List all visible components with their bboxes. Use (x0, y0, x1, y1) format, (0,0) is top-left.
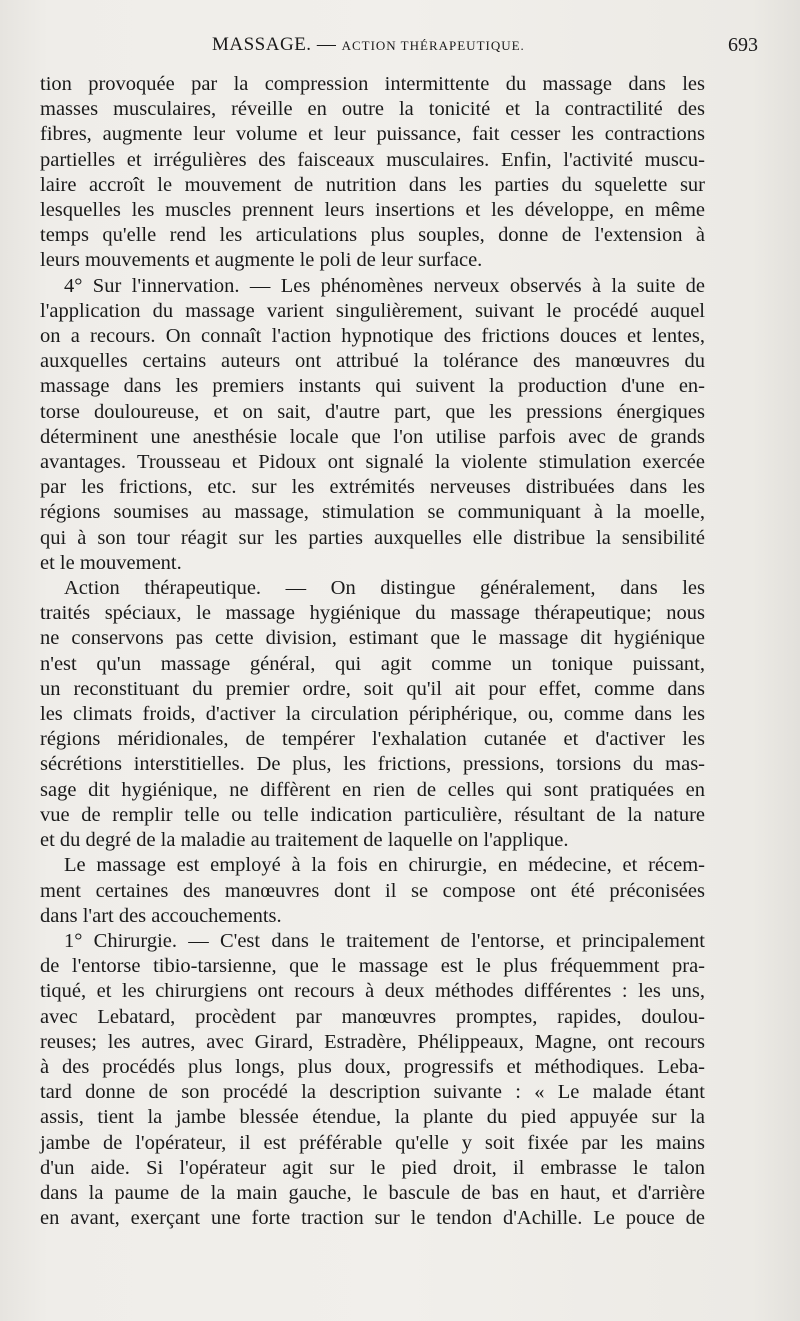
text-line: avantages. Trousseau et Pidoux ont signalé la violente stimulation exercée (40, 451, 705, 474)
text-line: vue de remplir telle ou telle indication particulière, résultant de la nature (40, 803, 705, 826)
text-line: ment certaines des manœuvres dont il se compose ont été préconisées (40, 879, 705, 902)
running-title: MASSAGE. — ACTION THÉRAPEUTIQUE. (212, 34, 525, 55)
text-line: leurs mouvements et augmente le poli de leur surface. (40, 249, 483, 272)
page-number: 693 (728, 34, 758, 56)
text-line: temps qu'elle rend les articulations plus souples, donne de l'extension à (40, 224, 705, 247)
text-line: Le massage est employé à la fois en chirurgie, en médecine, et récem- (64, 854, 705, 877)
text-line: ne conservons pas cette division, estimant que le massage dit hygiénique (40, 627, 705, 650)
body-text (40, 72, 705, 1231)
text-line: laire accroît le mouvement de nutrition dans les parties du squelette sur (40, 173, 705, 196)
text-line: tard donne de son procédé la description suivante : « Le malade étant (40, 1081, 705, 1104)
text-line: sécrétions interstitielles. De plus, les frictions, pressions, torsions du mas- (40, 753, 705, 776)
text-line: et le mouvement. (40, 551, 182, 574)
text-line: assis, tient la jambe blessée étendue, la plante du pied appuyée sur la (40, 1106, 705, 1129)
text-line: fibres, augmente leur volume et leur puissance, fait cesser les contractions (40, 123, 705, 146)
text-line: tiqué, et les chirurgiens ont recours à deux méthodes différentes : les uns, (40, 980, 705, 1003)
text-line: traités spéciaux, le massage hygiénique du massage thérapeutique; nous (40, 602, 705, 625)
text-line: en avant, exerçant une forte traction sur le tendon d'Achille. Le pouce de (40, 1207, 705, 1230)
text-line: tion provoquée par la compression intermittente du massage dans les (40, 73, 705, 95)
text-line: dans l'art des accouchements. (40, 904, 282, 927)
text-line: sage dit hygiénique, ne diffèrent en rien de celles qui sont pratiquées en (40, 778, 705, 801)
text-line: partielles et irrégulières des faisceaux musculaires. Enfin, l'activité muscu- (40, 148, 705, 171)
text-line: lesquelles les muscles prennent leurs insertions et les développe, en même (40, 199, 705, 222)
text-line: massage dans les premiers instants qui suivent la production d'une en- (40, 375, 705, 398)
text-line: d'un aide. Si l'opérateur agit sur le pied droit, il embrasse le talon (40, 1156, 705, 1179)
text-line: de l'entorse tibio-tarsienne, que le massage est le plus fréquemment pra- (40, 955, 705, 978)
text-line: 1° Chirurgie. — C'est dans le traitement de l'entorse, et principalement (64, 929, 705, 952)
running-head (40, 34, 758, 60)
text-line: qui à son tour réagit sur les parties auxquelles elle distribue la sensibilité (40, 526, 705, 549)
text-line: à des procédés plus longs, plus doux, progressifs et méthodiques. Leba- (40, 1055, 705, 1078)
section-heading-line: Action thérapeutique. — On distingue généralement, dans les (64, 577, 705, 600)
text-line: masses musculaires, réveille en outre la tonicité et la contractilité des (40, 98, 705, 121)
text-line: les climats froids, d'activer la circulation périphérique, ou, comme dans les (40, 703, 705, 726)
text-line: régions soumises au massage, stimulation se communiquant à la moelle, (40, 501, 705, 524)
text-line: 4° Sur l'innervation. — Les phénomènes nerveux observés à la suite de (64, 274, 705, 297)
text-line: jambe de l'opérateur, il est préférable qu'elle y soit fixée par les mains (40, 1131, 705, 1154)
text-line: n'est qu'un massage général, qui agit comme un tonique puissant, (40, 652, 705, 675)
text-line: avec Lebatard, procèdent par manœuvres promptes, rapides, doulou- (40, 1005, 705, 1028)
text-line: déterminent une anesthésie locale que l'on utilise parfois avec de grands (40, 425, 705, 448)
text-line: par les frictions, etc. sur les extrémités nerveuses distribuées dans les (40, 476, 705, 499)
text-line: un reconstituant du premier ordre, soit qu'il ait pour effet, comme dans (40, 677, 705, 700)
text-line: torse douloureuse, et on sait, d'autre part, que les pressions énergiques (40, 400, 705, 423)
text-line: auxquelles certains auteurs ont attribué la tolérance des manœuvres du (40, 350, 705, 373)
text-line: régions méridionales, de tempérer l'exhalation cutanée et d'activer les (40, 728, 705, 751)
text-line: reuses; les autres, avec Girard, Estradère, Phélippeaux, Magne, ont recours (40, 1030, 705, 1053)
text-line: l'application du massage varient singulièrement, suivant le procédé auquel (40, 299, 705, 322)
text-line: dans la paume de la main gauche, le bascule de bas en haut, et d'arrière (40, 1181, 705, 1204)
text-line: on a recours. On connaît l'action hypnotique des frictions douces et lentes, (40, 325, 705, 348)
text-line: et du degré de la maladie au traitement de laquelle on l'applique. (40, 829, 569, 852)
